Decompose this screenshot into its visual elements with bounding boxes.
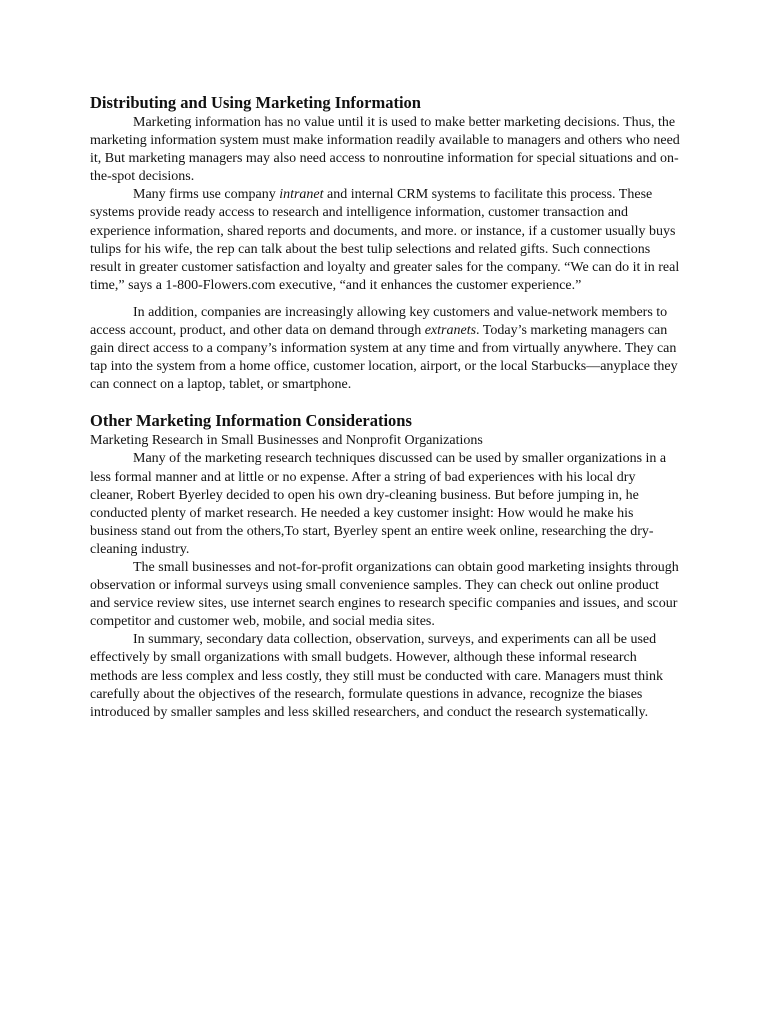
paragraph [90, 186, 682, 295]
document-page [90, 92, 682, 722]
section-subtitle: Marketing Research in Small Businesses and Nonprofit Organizations [90, 433, 483, 449]
paragraph: Many of the marketing research techniques discussed can be used by smaller organizations in a less formal manner and at little or no expense. After a string of bad experiences with his local dry cleaner, Robert Byerley decided to open his own dry-cleaning business. But before jumping in, he conducted plenty of market research. He needed a key customer insight: How would he make his business stand out from the others,To start, Byerley spent an entire week online, researching the dry-cleaning industry. [90, 451, 667, 557]
section-gap [90, 394, 682, 410]
paragraph: Marketing information has no value until it is used to make better marketing decisions. Thus, the marketing information system must make information readily available to managers and others who need it, But marketing managers may also need access to nonroutine information for special situations and on-the-spot decisions. [90, 115, 680, 185]
emphasized-term: intranet [279, 187, 324, 203]
section-title: Distributing and Using Marketing Information [90, 93, 421, 112]
paragraph-text: and internal CRM systems to facilitate this process. These systems provide ready access to research and intelligence information, customer transaction and experience information, shared reports and documents, and more. or instance, if a customer usually buys tulips for his wife, the rep can talk about the best tulip selections and related gifts. Such connections result in greater customer satisfaction and loyalty and greater sales for the company. “We can do it in real time,” says a 1-800-Flowers.com executive, “and it enhances the customer experience.” [90, 187, 680, 293]
paragraph-text: In addition, companies are increasingly allowing key customers and value-network members to access account, product, and other data on demand through [90, 304, 668, 339]
emphasized-term: extranets [424, 323, 477, 339]
paragraph-text: . Today’s marketing managers can gain direct access to a company’s information system at any time and from virtually anywhere. They can tap into the system from a home office, customer location, airport, or the local Starbucks—anyplace they can connect on a laptop, tablet, or smartphone. [90, 323, 678, 393]
paragraph: In summary, secondary data collection, observation, surveys, and experiments can all be used effectively by small organizations with small budgets. However, although these informal research methods are less complex and less costly, they still must be conducted with care. Managers must think carefully about the objectives of the research, formulate questions in advance, recognize the biases introduced by smaller samples and less skilled researchers, and conduct the research systematically. [90, 632, 663, 720]
section-distributing [90, 92, 682, 394]
section-title: Other Marketing Information Considerations [90, 411, 412, 431]
paragraph [90, 304, 682, 394]
paragraph-text: Many firms use company [133, 187, 280, 203]
paragraph: The small businesses and not-for-profit organizations can obtain good marketing insights through observation or informal surveys using small convenience samples. They can check out online product and service review sites, use internet search engines to research specific companies and issues, and scour competitor and customer web, mobile, and social media sites. [90, 559, 679, 630]
section-other-considerations [90, 410, 682, 721]
paragraph-gap [90, 295, 682, 304]
